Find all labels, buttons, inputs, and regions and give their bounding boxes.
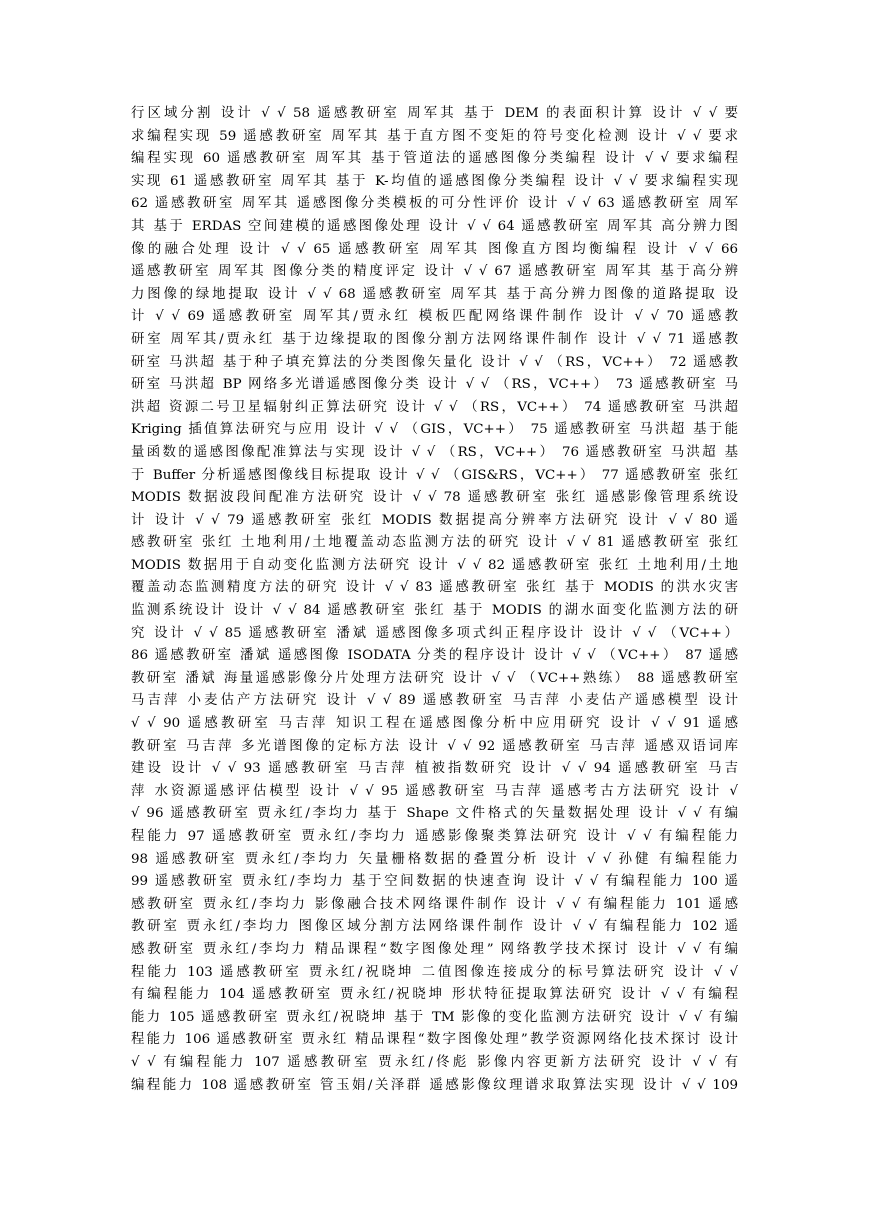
text-line: MODIS 数据用于自动变化监测方法研究 设计 √ √ 82 遥感教研室 张红 土地利用/土地 [131,557,738,573]
text-line: 建设 设计 √ √ 93 遥感教研室 马吉萍 植被指数研究 设计 √ √ 94 遥感教研室 马吉 [131,761,738,777]
text-line: 编程实现 60 遥感教研室 周军其 基于管道法的遥感图像分类编程 设计 √ √ 要求编程 [131,151,738,167]
text-line: MODIS 数据波段间配准方法研究 设计 √ √ 78 遥感教研室 张红 遥感影像管理系统设 [131,490,738,506]
text-line: 遥感教研室 周军其 图像分类的精度评定 设计 √ √ 67 遥感教研室 周军其 基于高分辨 [131,264,738,280]
text-line: 其 基于 ERDAS 空间建模的遥感图像处理 设计 √ √ 64 遥感教研室 周军其 高分辨力图 [131,218,738,234]
text-line: 能力 105 遥感教研室 贾永红/祝晓坤 基于 TM 影像的变化监测方法研究 设计 √ √ 有编 [131,1009,738,1025]
text-line: 力图像的绿地提取 设计 √ √ 68 遥感教研室 周军其 基于高分辨力图像的道路提取 设 [131,286,738,302]
text-line: 程能力 97 遥感教研室 贾永红/李均力 遥感影像聚类算法研究 设计 √ √ 有编程能力 [131,829,738,844]
text-line: 研室 马洪超 基于种子填充算法的分类图像矢量化 设计 √ √ （RS，VC++） 72 遥感教 [131,354,738,370]
text-line: 萍 水资源遥感评估模型 设计 √ √ 95 遥感教研室 马吉萍 遥感考古方法研究 设计 √ [131,783,738,799]
text-line: 86 遥感教研室 潘斌 遥感图像 ISODATA 分类的程序设计 设计 √ √ （VC++） 87 遥感 [131,648,738,664]
text-line: 有编程能力 104 遥感教研室 贾永红/祝晓坤 形状特征提取算法研究 设计 √ √ 有编程 [131,987,738,1003]
text-line: 洪超 资源二号卫星辐射纠正算法研究 设计 √ √ （RS，VC++） 74 遥感教研室 马洪超 [131,399,738,415]
text-line: 量函数的遥感图像配准算法与实现 设计 √ √ （RS，VC++） 76 遥感教研室 马洪超 基 [131,444,738,460]
text-line: 监测系统设计 设计 √ √ 84 遥感教研室 张红 基于 MODIS 的湖水面变化监测方法的研 [131,603,738,619]
text-line: √ 96 遥感教研室 贾永红/李均力 基于 Shape 文件格式的矢量数据处理 设计 √ √ 有编 [131,806,738,822]
text-line: 感教研室 贾永红/李均力 精品课程“数字图像处理” 网络教学技术探讨 设计 √ √ 有编 [131,941,738,957]
text-line: 程能力 106 遥感教研室 贾永红 精品课程“数字图像处理”教学资源网络化技术探讨 设计 [131,1032,738,1048]
text-line: 行区域分割 设计 √ √ 58 遥感教研室 周军其 基于 DEM 的表面积计算 设计 √ √ 要 [131,106,738,121]
text-line: Kriging 插值算法研究与应用 设计 √ √ （GIS，VC++） 75 遥感教研室 马洪超 基于能 [131,422,738,438]
text-line: 计 设计 √ √ 79 遥感教研室 张红 MODIS 数据提高分辨率方法研究 设计 √ √ 80 遥 [131,512,738,528]
text-line: 计 √ √ 69 遥感教研室 周军其/贾永红 模板匹配网络课件制作 设计 √ √ 70 遥感教 [131,309,738,325]
text-line: 感教研室 张红 土地利用/土地覆盖动态监测方法的研究 设计 √ √ 81 遥感教研室 张红 [131,535,738,551]
text-line: 覆盖动态监测精度方法的研究 设计 √ √ 83 遥感教研室 张红 基于 MODIS 的洪水灾害 [131,580,738,596]
text-line: 实现 61 遥感教研室 周军其 基于 K-均值的遥感图像分类编程 设计 √ √ 要求编程实现 [131,173,738,189]
text-line: 98 遥感教研室 贾永红/李均力 矢量栅格数据的叠置分析 设计 √ √ 孙健 有编程能力 [131,851,738,867]
text-line: √ √ 有编程能力 107 遥感教研室 贾永红/佟彪 影像内容更新方法研究 设计 √ √ 有 [131,1054,738,1070]
text-line: 究 设计 √ √ 85 遥感教研室 潘斌 遥感图像多项式纠正程序设计 设计 √ √ （VC++） [131,625,738,641]
text-line: 99 遥感教研室 贾永红/李均力 基于空间数据的快速查询 设计 √ √ 有编程能力 100 遥 [131,874,738,890]
text-line: 求编程实现 59 遥感教研室 周军其 基于直方图不变矩的符号变化检测 设计 √ √ 要求 [131,128,738,144]
text-line: 62 遥感教研室 周军其 遥感图像分类模板的可分性评价 设计 √ √ 63 遥感教研室 周军 [131,196,738,212]
text-line: 研室 周军其/贾永红 基于边缘提取的图像分割方法网络课件制作 设计 √ √ 71 遥感教 [131,331,738,347]
text-line: 像的融合处理 设计 √ √ 65 遥感教研室 周军其 图像直方图均衡编程 设计 √ √ 66 [131,241,738,257]
text-line: 马吉萍 小麦估产方法研究 设计 √ √ 89 遥感教研室 马吉萍 小麦估产遥感模型 设计 [131,693,738,709]
text-line: 教研室 贾永红/李均力 图像区域分割方法网络课件制作 设计 √ √ 有编程能力 102 遥 [131,919,738,935]
text-line: 研室 马洪超 BP 网络多光谱遥感图像分类 设计 √ √ （RS，VC++） 73 遥感教研室 马 [131,377,738,393]
text-line: 编程能力 108 遥感教研室 管玉娟/关泽群 遥感影像纹理谱求取算法实现 设计 √ √ 109 [131,1077,738,1093]
text-line: 教研室 马吉萍 多光谱图像的定标方法 设计 √ √ 92 遥感教研室 马吉萍 遥感双语词库 [131,738,738,754]
text-line: 感教研室 贾永红/李均力 影像融合技术网络课件制作 设计 √ √ 有编程能力 101 遥感 [131,896,738,912]
document-body [131,103,738,1097]
text-line: 教研室 潘斌 海量遥感影像分片处理方法研究 设计 √ √ （VC++熟练） 88 遥感教研室 [131,670,738,686]
text-line: 于 Buffer 分析遥感图像线目标提取 设计 √ √ （GIS&RS，VC++） 77 遥感教研室 张红 [131,467,738,483]
text-line: √ √ 90 遥感教研室 马吉萍 知识工程在遥感图像分析中应用研究 设计 √ √ 91 遥感 [131,716,738,732]
text-line: 程能力 103 遥感教研室 贾永红/祝晓坤 二值图像连接成分的标号算法研究 设计 √ √ [131,964,738,980]
